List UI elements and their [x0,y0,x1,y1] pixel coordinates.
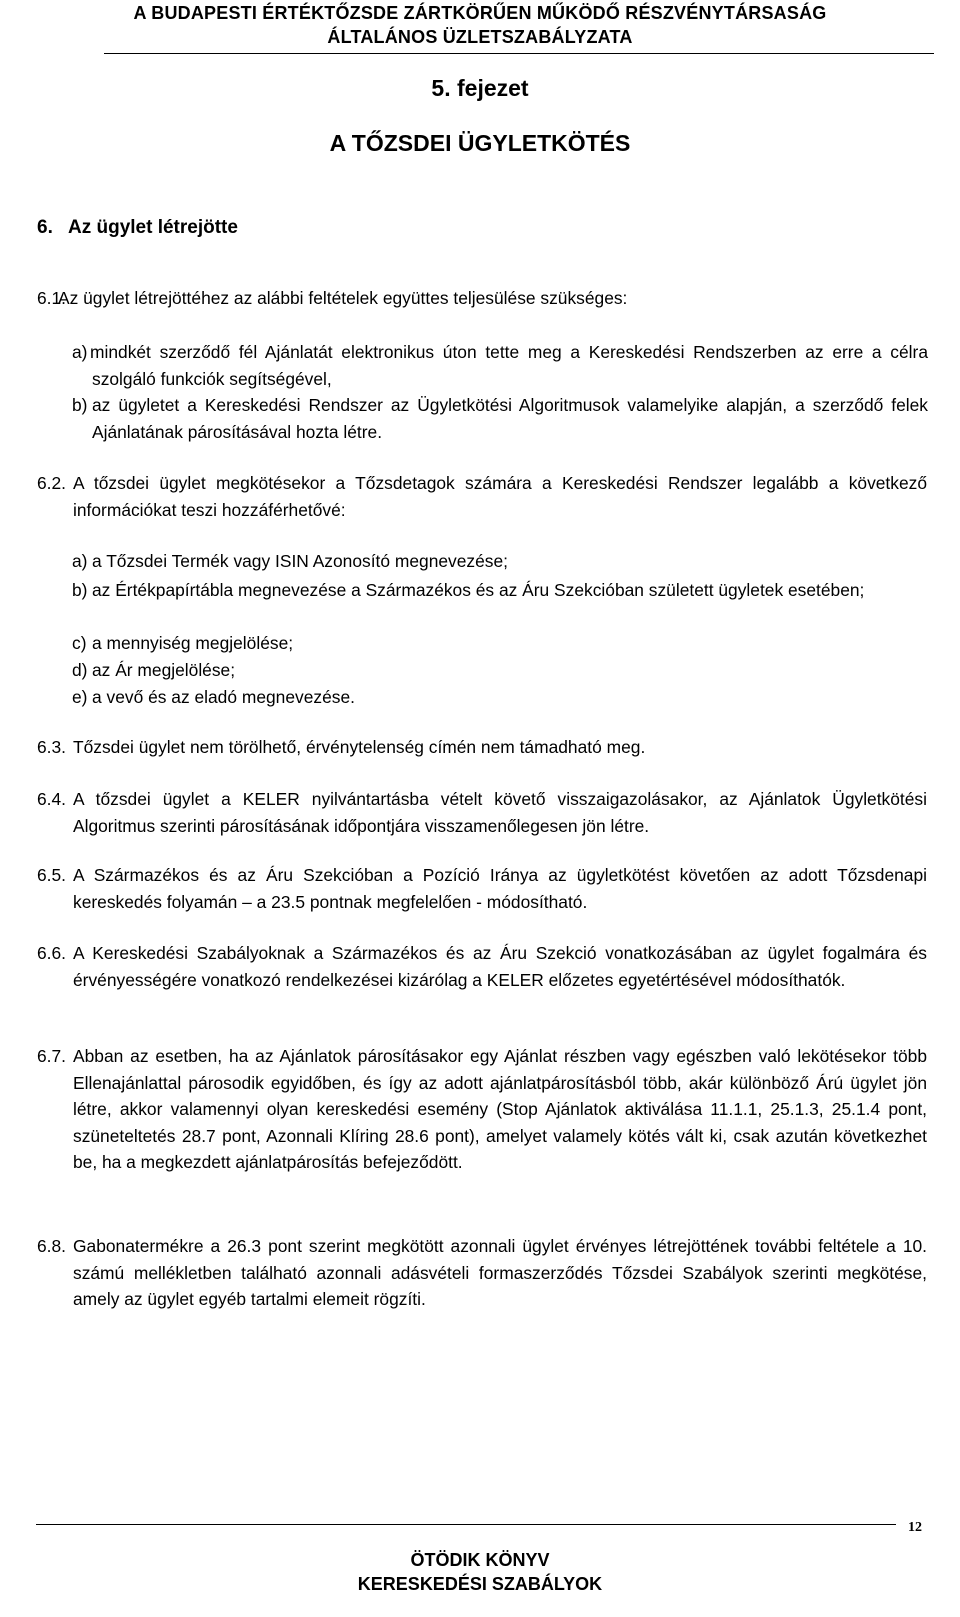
item-label: d) [72,660,88,680]
list-item-6-2-d-text [92,657,928,684]
item-text: az Értékpapírtábla megnevezése a Származékos és az Áru Szekcióban született ügyletek esetében; [92,580,865,600]
item-label: b) [72,580,88,600]
item-text: a vevő és az eladó megnevezése. [92,687,355,707]
paragraph-number: 6.7. [37,1046,67,1066]
item-text: az ügyletet a Kereskedési Rendszer az Ügyletkötési Algoritmusok valamelyike alapján, a szerződő felek Ajánlatának párosításával hozta létre. [92,395,928,442]
header-divider [104,53,934,54]
item-text: a Tőzsdei Termék vagy ISIN Azonosító megnevezése; [92,551,508,571]
chapter-title: A TŐZSDEI ÜGYLETKÖTÉS [329,130,631,156]
paragraph-text: A Származékos és az Áru Szekcióban a Pozíció Iránya az ügyletkötést követően az adott Tőzsdenapi kereskedés folyamán – a 23.5 pontnak megfelelően - módosítható. [73,865,927,912]
footer-line-2: KERESKEDÉSI SZABÁLYOK [357,1574,603,1594]
paragraph-6-3 [37,734,927,761]
item-text: mindkét szerződő fél Ajánlatát elektronikus úton tette meg a Kereskedési Rendszerben az erre a célra szolgáló funkciók segítségével, [90,342,928,389]
item-label: a) [72,551,88,571]
paragraph-number: 6.5. [37,865,67,885]
page-number: 12 [908,1520,922,1535]
paragraph-number: 6.8. [37,1236,67,1256]
list-item-6-2-e-text [92,684,928,711]
paragraph-text: Abban az esetben, ha az Ajánlatok párosításakor egy Ajánlat részben vagy egészben való lekötésekor több Ellenajánlattal párosodik egyidőben, és így az adott ajánlatpárosításból több, akár különböző Árú ügylet jön létre, akkor valamennyi olyan kereskedési esemény (Stop Ajánlatok aktiválása 11.1.1, 25.1.3, 25.1.4 pont, szüneteltetés 28.7 pont, Azonnali Klíring 28.6 pont), amelyet valamely kötés vált ki, csak azután következhet be, ha a megkezdett ajánlatpárosítás befejeződött. [73,1046,927,1172]
paragraph-text: Az ügylet létrejöttéhez az alábbi feltételek együttes teljesülése szükséges: [58,288,628,308]
header-title-line-2: ÁLTALÁNOS ÜZLETSZABÁLYZATA [327,27,633,47]
paragraph-number: 6.2. [37,473,67,493]
paragraph-6-7 [37,1043,927,1176]
item-label: b) [72,395,88,415]
paragraph-text: Tőzsdei ügylet nem törölhető, érvénytelenség címén nem támadható meg. [73,737,646,757]
list-item-6-1-a-text [92,339,928,392]
list-item-6-2-a-text [92,548,928,575]
paragraph-6-6 [37,940,927,993]
section-heading: 6. Az ügylet létrejötte [37,217,238,238]
item-label: e) [72,687,88,707]
paragraph-number: 6.3. [37,737,67,757]
list-item-6-2-c-text [92,630,928,657]
chapter-number: 5. fejezet [431,75,529,101]
paragraph-text: A tőzsdei ügylet megkötésekor a Tőzsdetagok számára a Kereskedési Rendszer legalább a következő információkat teszi hozzáférhetővé: [73,473,927,520]
item-label: a) [72,342,88,362]
paragraph-number: 6.6. [37,943,67,963]
footer-line-1: ÖTÖDIK KÖNYV [410,1550,550,1570]
item-text: a mennyiség megjelölése; [92,633,294,653]
footer-divider [36,1524,896,1525]
paragraph-6-4 [37,786,927,839]
paragraph-number: 6.4. [37,789,67,809]
item-text: az Ár megjelölése; [92,660,236,680]
paragraph-text: A Kereskedési Szabályoknak a Származékos és az Áru Szekció vonatkozásában az ügylet fogalmára és érvényességére vonatkozó rendelkezései kizárólag a KELER előzetes egyetértésével módosíthatók. [73,943,927,990]
paragraph-text: Gabonatermékre a 26.3 pont szerint megkötött azonnali ügylet érvényes létrejöttének további feltétele a 10. számú mellékletben található azonnali adásvételi formaszerződés Tőzsdei Szabályok szerinti megkötése, amely az ügylet egyéb tartalmi elemeit rögzíti. [73,1236,927,1309]
list-item-6-1-b-text [92,392,928,445]
paragraph-6-5 [37,862,927,915]
paragraph-6-2 [37,470,927,523]
paragraph-6-8 [37,1233,927,1313]
header-title-line-1: A BUDAPESTI ÉRTÉKTŐZSDE ZÁRTKÖRŰEN MŰKÖDŐ RÉSZVÉNYTÁRSASÁG [133,3,827,23]
paragraph-6-1 [37,285,927,312]
list-item-6-2-b-text [92,577,928,604]
item-label: c) [72,633,87,653]
paragraph-text: A tőzsdei ügylet a KELER nyilvántartásba vételt követő visszaigazolásakor, az Ajánlatok Ügyletkötési Algoritmus szerinti párosításának időpontjára visszamenőlegesen jön létre. [73,789,927,836]
paragraph-number: 6.1. [37,288,67,308]
